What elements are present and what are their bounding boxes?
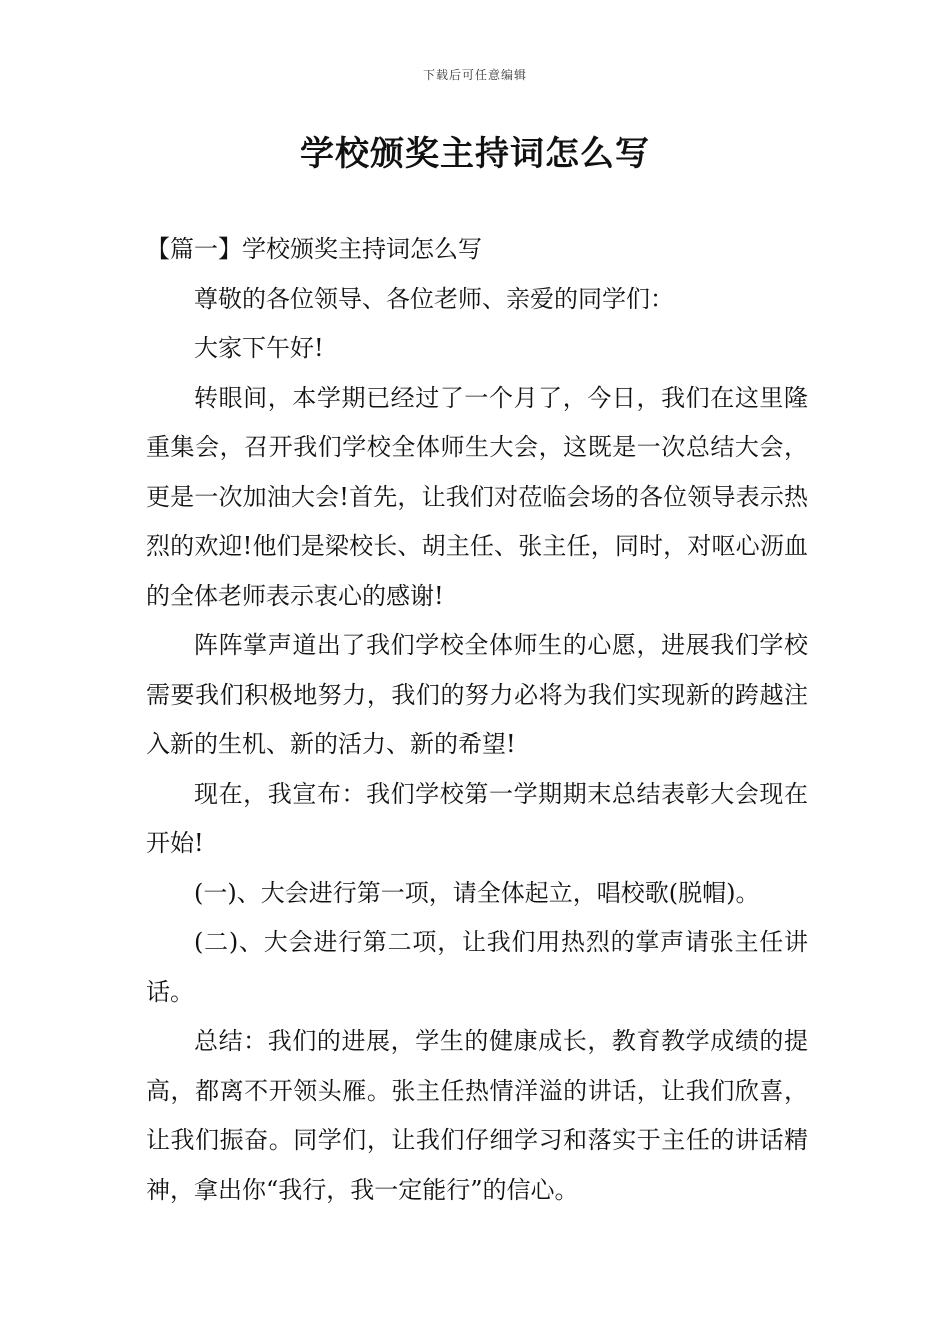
paragraph-applause: 阵阵掌声道出了我们学校全体师生的心愿，进展我们学校需要我们积极地努力，我们的努力必将为我们实现新的跨越注入新的生机、新的活力、新的希望! xyxy=(146,631,808,758)
paragraph-opening: 转眼间，本学期已经过了一个月了，今日，我们在这里隆重集会，召开我们学校全体师生大会，这既是一次总结大会，更是一次加油大会!首先，让我们对莅临会场的各位领导表示热烈的欢迎!他们是梁校长、胡主任、张主任，同时，对呕心沥血的全体老师表示衷心的感谢! xyxy=(146,383,808,610)
paragraph-salutation: 大家下午好! xyxy=(194,334,324,362)
paragraph-announcement: 现在，我宣布：我们学校第一学期期末总结表彰大会现在开始! xyxy=(146,779,808,857)
paragraph-item-two: (二)、大会进行第二项，让我们用热烈的掌声请张主任讲话。 xyxy=(146,928,808,1006)
paragraph-item-one: (一)、大会进行第一项，请全体起立，唱校歌(脱帽)。 xyxy=(194,878,760,907)
document-title: 学校颁奖主持词怎么写 xyxy=(300,134,650,174)
page-header-note: 下载后可任意编辑 xyxy=(422,68,527,82)
paragraph-greeting: 尊敬的各位领导、各位老师、亲爱的同学们： xyxy=(194,284,674,313)
paragraph-summary: 总结：我们的进展，学生的健康成长，教育教学成绩的提高，都离不开领头雁。张主任热情洋溢的讲话，让我们欣喜，让我们振奋。同学们，让我们仔细学习和落实于主任的讲话精神，拿出你“我行，我一定能行”的信心。 xyxy=(146,1027,808,1204)
document-body xyxy=(146,225,808,1215)
section-heading: 【篇一】学校颁奖主持词怎么写 xyxy=(146,235,482,263)
